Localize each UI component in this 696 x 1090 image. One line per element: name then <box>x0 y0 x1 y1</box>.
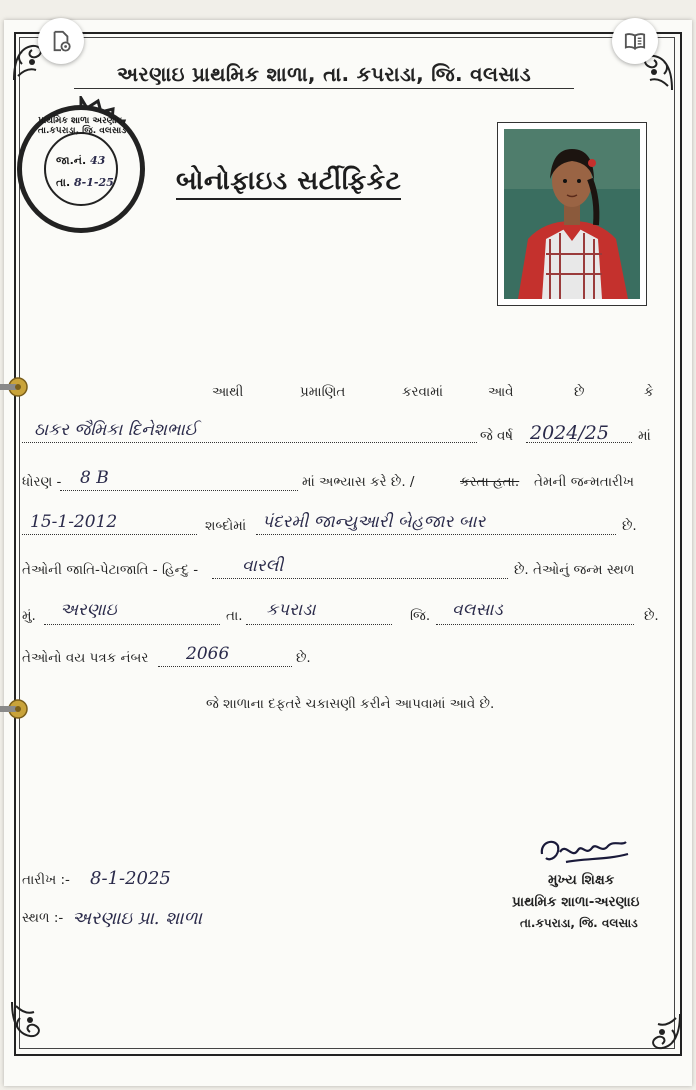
std-suffix: માં અભ્યાસ કરે છે. / <box>302 474 415 490</box>
document-info-button[interactable] <box>38 18 84 64</box>
body-word: આવે <box>488 384 514 400</box>
register-dotted-line <box>158 666 292 667</box>
corner-ornament-icon <box>8 998 52 1042</box>
student-photo <box>497 122 647 306</box>
footer-date-value: 8-1-2025 <box>90 868 171 889</box>
student-name-value: ઠાકર જૈમિકા દિનેશભાઈ <box>34 420 198 440</box>
dob-end: છે. <box>622 518 637 534</box>
words-label: શબ્દોમાં <box>205 518 247 534</box>
register-end: છે. <box>296 650 311 666</box>
binder-pin-icon <box>0 376 30 398</box>
footer-date-label: તારીખ :- <box>22 872 70 888</box>
stamp-school: પ્રાથમિક શાળા-અરણાઇ <box>512 894 640 910</box>
seal-date-value: 8-1-25 <box>74 176 114 189</box>
year-prefix: જે વર્ષ <box>480 428 514 444</box>
dob-dotted-line <box>22 534 197 535</box>
seal-ring-text: પ્રાથમિક શાળા અરણાઇ, તા.કપરાડા, જિ. વલસાડ <box>37 116 127 136</box>
district-label: જિ. <box>410 608 431 624</box>
struck-text: કરતા હતા. <box>460 474 520 490</box>
body-word: કરવામાં <box>402 384 444 400</box>
village-label: મું. <box>22 608 36 624</box>
stamp-designation: મુખ્ય શિક્ષક <box>548 872 615 888</box>
body-word: છે <box>574 384 585 400</box>
body-word: પ્રમાણિત <box>300 384 346 400</box>
taluka-label: તા. <box>226 608 243 624</box>
district-value: વલસાડ <box>452 600 503 620</box>
body-word: આથી <box>212 384 244 400</box>
corner-ornament-icon <box>640 1010 684 1054</box>
certificate-title: બોનોફાઇડ સર્ટીફિકેટ <box>176 166 401 200</box>
binder-pin-icon <box>0 698 30 720</box>
closing-statement: જે શાળાના દફતરે ચકાસણી કરીને આપવામાં આવે છે. <box>206 696 495 712</box>
taluka-value: કપરાડા <box>266 600 316 620</box>
district-end: છે. <box>644 608 659 624</box>
seal-number-label: જા.નં. <box>56 154 87 167</box>
book-icon <box>624 30 646 52</box>
dob-label: તેમની જન્મતારીખ <box>534 474 634 490</box>
headmaster-signature <box>536 832 632 872</box>
year-suffix: માં <box>638 428 651 444</box>
footer-place-value: અરણાઇ પ્રા. શાળા <box>72 908 202 929</box>
std-value: 8 B <box>80 468 109 488</box>
std-dotted-line <box>60 490 298 491</box>
dob-value: 15-1-2012 <box>30 512 118 532</box>
seal-number-value: 43 <box>90 154 106 167</box>
register-value: 2066 <box>186 644 230 664</box>
taluka-dotted-line <box>246 624 392 625</box>
district-dotted-line <box>436 624 634 625</box>
reader-mode-button[interactable] <box>612 18 658 64</box>
document-eye-icon <box>50 30 72 52</box>
footer-place-label: સ્થળ :- <box>22 910 64 926</box>
caste-dotted-line <box>212 578 508 579</box>
stamp-address: તા.કપરાડા, જિ. વલસાડ <box>520 916 638 930</box>
caste-value: વારલી <box>242 556 284 576</box>
std-label: ધોરણ - <box>22 474 62 490</box>
seal-date-label: તા. <box>56 176 71 189</box>
birthplace-label: છે. તેઓનું જન્મ સ્થળ <box>514 562 635 578</box>
dob-words-value: પંદરમી જાન્યુઆરી બેહજાર બાર <box>262 512 486 532</box>
school-name-header: અરણાઇ પ્રાથમિક શાળા, તા. કપરાડા, જિ. વલસાડ <box>74 62 574 89</box>
school-seal <box>8 96 154 242</box>
body-word: કે <box>644 384 654 400</box>
register-label: તેઓનો વય પત્રક નંબર <box>22 650 149 666</box>
name-dotted-line <box>22 442 477 443</box>
academic-year-value: 2024/25 <box>530 422 609 444</box>
dob-words-dotted-line <box>256 534 616 535</box>
caste-label: તેઓની જાતિ-પેટાજાતિ - હિન્દુ - <box>22 562 199 578</box>
village-dotted-line <box>44 624 220 625</box>
village-value: અરણાઇ <box>60 600 117 620</box>
